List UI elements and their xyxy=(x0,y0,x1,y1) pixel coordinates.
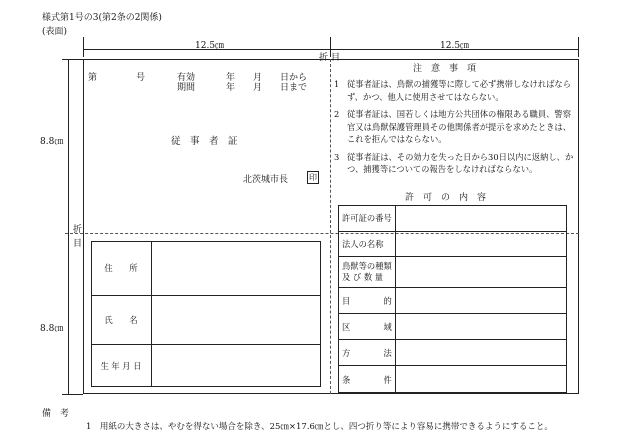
permission-label: 目 的 xyxy=(342,295,392,306)
notes-list xyxy=(334,78,574,176)
note-item xyxy=(334,78,574,103)
license-title: 従 事 者 証 xyxy=(171,136,238,147)
permission-row xyxy=(338,205,567,232)
dim-tick xyxy=(83,37,84,57)
permission-row xyxy=(338,314,567,340)
permission-row xyxy=(338,366,567,393)
dob-label: 生 年 月 日 xyxy=(100,361,142,371)
note-text: 従事者証は、国若しくは地方公共団体の権限ある職員、警察官又は鳥獣保護管理員その他関係者が提示を求めたときは、これを拒んではならない。 xyxy=(347,109,572,144)
permission-row xyxy=(338,257,567,288)
fold-label-top-ori: 折 xyxy=(319,53,329,63)
permission-label: 鳥獣等の種類及 び 数 量 xyxy=(342,261,392,282)
issuer: 北茨城市長 xyxy=(243,175,289,185)
dim-height-top: 8.8㎝ xyxy=(40,137,64,147)
fold-label-left-ori: 折 xyxy=(73,225,83,235)
license-number-suffix: 号 xyxy=(136,73,146,83)
seal-mark: 印 xyxy=(309,173,317,182)
dim-height-bottom: 8.8㎝ xyxy=(40,324,64,334)
dim-width-left: 12.5㎝ xyxy=(195,41,225,51)
form-id: 様式第1号の3(第2条の2関係) xyxy=(42,13,162,23)
person-row-address xyxy=(91,241,321,296)
valid-label: 有効 xyxy=(177,73,196,83)
dim-line-left xyxy=(68,59,69,394)
person-row-name xyxy=(91,296,321,345)
person-row-dob xyxy=(91,345,321,387)
fold-line-vertical xyxy=(330,59,331,394)
note-item xyxy=(334,151,574,176)
remarks-heading: 備 考 xyxy=(42,409,70,419)
note-number: 3 xyxy=(334,151,340,162)
permission-label: 方 法 xyxy=(342,347,392,358)
fold-label-top-me: 目 xyxy=(331,53,341,63)
dim-tick xyxy=(62,59,83,60)
notes-heading: 注 意 事 項 xyxy=(413,64,477,74)
permission-label: 法人の名称 xyxy=(342,239,384,249)
permission-row xyxy=(338,232,567,257)
license-number-label: 第 xyxy=(88,73,98,83)
permission-heading: 許 可 の 内 容 xyxy=(405,193,487,203)
permission-label: 条 件 xyxy=(342,374,392,385)
permission-label: 区 域 xyxy=(342,321,392,332)
side-label: (表面) xyxy=(42,27,68,37)
valid-to: 年 月 日まで xyxy=(226,83,308,93)
permission-row xyxy=(338,340,567,366)
dim-width-right: 12.5㎝ xyxy=(440,41,470,51)
note-item xyxy=(334,108,574,146)
address-label: 住 所 xyxy=(104,263,138,273)
permission-row xyxy=(338,288,567,314)
valid-from: 年 月 日から xyxy=(226,73,308,83)
permission-label: 許可証の番号 xyxy=(342,213,392,223)
note-text: 従事者証は、その効力を失った日から30日以内に返納し、かつ、捕獲等についての報告をしなければならない。 xyxy=(347,151,574,174)
note-text: 従事者証は、鳥獣の捕獲等に際して必ず携帯しなければならず、かつ、他人に使用させてはならない。 xyxy=(347,79,572,102)
name-label: 氏 名 xyxy=(104,315,138,325)
dim-tick xyxy=(62,394,83,395)
period-label: 期間 xyxy=(177,83,196,93)
note-number: 2 xyxy=(334,109,340,119)
remarks-item: 1 用紙の大きさは、やむを得ない場合を除き、25㎝×17.6㎝とし、四つ折り等により容易に携帯できるようにすること。 xyxy=(86,422,553,432)
note-number: 1 xyxy=(334,79,340,89)
fold-label-left-me: 目 xyxy=(73,239,83,249)
dim-tick xyxy=(578,37,579,57)
